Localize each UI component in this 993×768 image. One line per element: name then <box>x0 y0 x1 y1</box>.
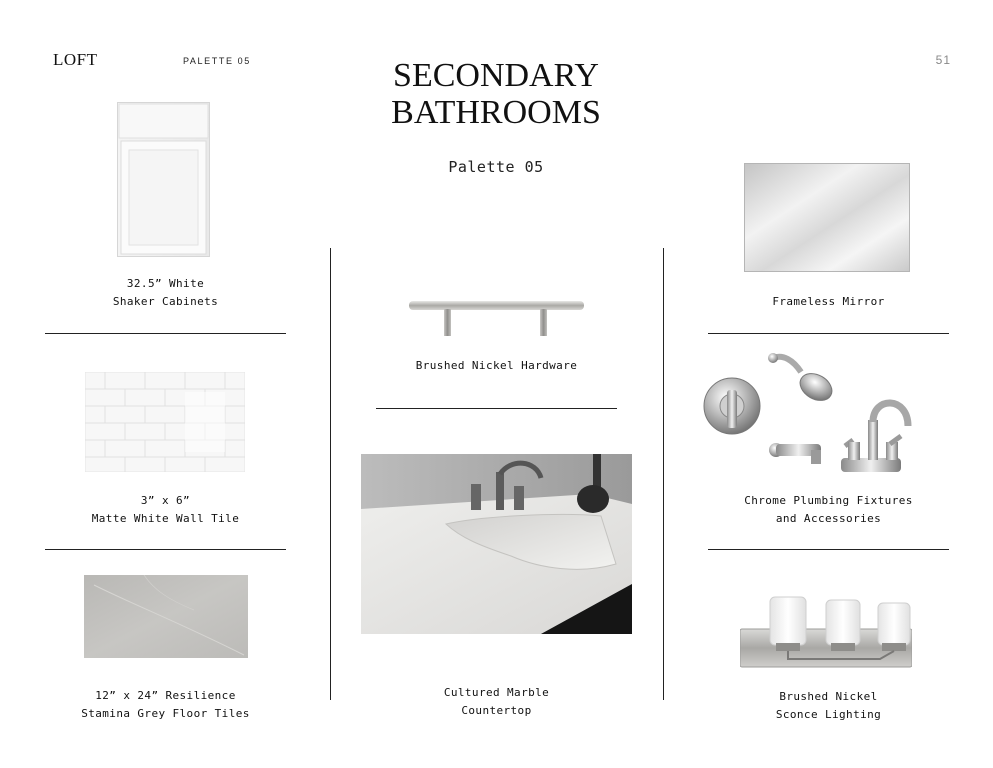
plumbing-caption <box>708 492 949 528</box>
countertop-caption <box>376 684 617 720</box>
plumbing-fixtures-image <box>703 346 918 478</box>
hardware-caption-line1: Brushed Nickel Hardware <box>415 359 578 372</box>
sconce-lighting-image <box>740 595 912 670</box>
wall-tile-caption-line2: Matte White Wall Tile <box>91 512 240 525</box>
countertop-caption-line2: Countertop <box>461 704 532 717</box>
title-line-1: SECONDARY <box>393 57 599 94</box>
divider-left-2 <box>45 549 286 550</box>
mirror-caption-line1: Frameless Mirror <box>772 295 885 308</box>
cabinets-caption <box>45 275 286 311</box>
divider-vertical-right <box>663 248 664 700</box>
divider-left-1 <box>45 333 286 334</box>
title-line-2: BATHROOMS <box>391 94 601 131</box>
plumbing-caption-line1: Chrome Plumbing Fixtures <box>744 494 913 507</box>
hardware-caption <box>376 357 617 375</box>
floor-tile-caption <box>45 687 286 723</box>
wall-tile-image <box>85 372 245 472</box>
palette-tag: PALETTE 05 <box>183 56 251 66</box>
divider-right-2 <box>708 549 949 550</box>
cabinet-image <box>117 102 210 257</box>
floor-tile-image <box>84 575 248 658</box>
cabinets-caption-line2: Shaker Cabinets <box>112 295 219 308</box>
lighting-caption-line1: Brushed Nickel <box>779 690 878 703</box>
floor-tile-caption-line1: 12” x 24” Resilience <box>95 689 236 702</box>
page-subtitle: Palette 05 <box>448 158 544 176</box>
page-number: 51 <box>935 53 951 67</box>
divider-center-1 <box>376 408 617 409</box>
divider-vertical-left <box>330 248 331 700</box>
plumbing-caption-line2: and Accessories <box>775 512 882 525</box>
wall-tile-caption-line1: 3” x 6” <box>140 494 191 507</box>
mirror-caption <box>708 293 949 311</box>
divider-right-1 <box>708 333 949 334</box>
cabinets-caption-line1: 32.5” White <box>126 277 205 290</box>
lighting-caption-line2: Sconce Lighting <box>775 708 882 721</box>
hardware-image <box>408 298 585 340</box>
page-title <box>296 57 696 131</box>
countertop-image <box>361 454 632 634</box>
wall-tile-caption <box>45 492 286 528</box>
countertop-caption-line1: Cultured Marble <box>443 686 550 699</box>
brand-logo: LOFT <box>53 50 98 69</box>
mirror-image <box>744 163 910 272</box>
lighting-caption <box>708 688 949 724</box>
floor-tile-caption-line2: Stamina Grey Floor Tiles <box>81 707 250 720</box>
